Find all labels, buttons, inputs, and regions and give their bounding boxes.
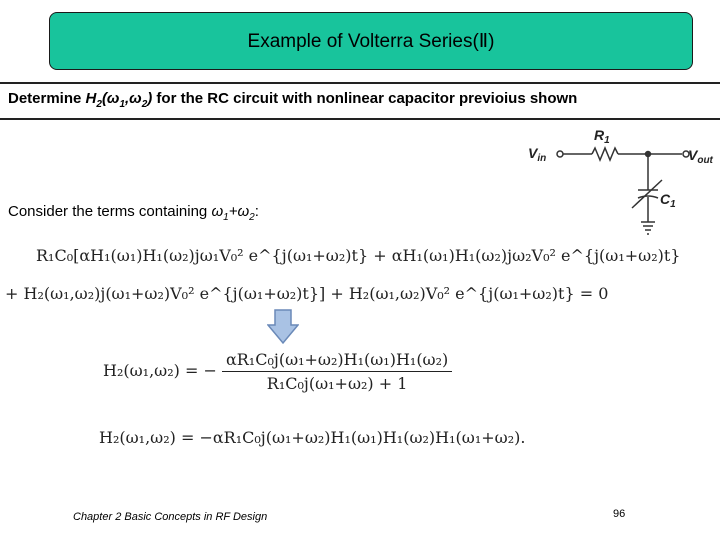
slide-title: Example of Volterra Series(Ⅱ) (247, 30, 495, 52)
consider-statement: Consider the terms containing $\omega_1+\omega_2$: (8, 203, 259, 223)
equation-2: H₂(ω₁,ω₂) = − $\frac{\text{αR₁C₀j(ω₁+ω₂)H₁(ω₁)H₁(ω₂)}}{\text{R₁C₀j(ω₁+ω₂) + 1}}$ (103, 350, 452, 393)
equation-2-denominator: R₁C₀j(ω₁+ω₂) + 1 (266, 374, 408, 393)
equation-1-line-1: R₁C₀[αH₁(ω₁)H₁(ω₂)jω₁V₀² e^{j(ω₁+ω₂)t} + αH₁(ω₁)H₁(ω₂)jω₂V₀² e^{j(ω₁+ω₂)t} (36, 246, 681, 265)
h2-symbol: $H_2(\omega_1,\omega_2)$ (85, 90, 153, 110)
equation-2-fraction (222, 350, 452, 393)
svg-text:Vout: $V_{out}$ (688, 147, 713, 166)
footer-chapter: Chapter 2 Basic Concepts in RF Design (73, 511, 268, 523)
vin-terminal (557, 151, 563, 157)
equation-3: H₂(ω₁,ω₂) = −αR₁C₀j(ω₁+ω₂)H₁(ω₁)H₁(ω₂)H₁(ω₁+ω₂). (99, 428, 526, 447)
ground-icon (641, 222, 655, 234)
top-rule (0, 82, 720, 84)
equation-1-line-2: + H₂(ω₁,ω₂)j(ω₁+ω₂)V₀² e^{j(ω₁+ω₂)t}] + H₂(ω₁,ω₂)V₀² e^{j(ω₁+ω₂)t} = 0 (5, 284, 609, 303)
resistor-r1 (592, 148, 618, 160)
omega-sum-symbol: $\omega_1+\omega_2$ (211, 203, 255, 223)
rc-circuit-diagram (520, 120, 720, 250)
svg-text:R1: $R_1$ (594, 127, 610, 146)
svg-text:C1: $C_1$ (660, 191, 676, 210)
svg-text:Vin: $V_{in}$ (528, 145, 547, 164)
slide-title-banner (49, 12, 693, 70)
problem-statement: Determine $H_2(\omega_1,\omega_2)$ for the RC circuit with nonlinear capacitor previoius shown (8, 90, 578, 110)
page-number: 96 (613, 508, 626, 520)
equation-2-numerator: αR₁C₀j(ω₁+ω₂)H₁(ω₁)H₁(ω₂) (222, 350, 452, 372)
down-arrow-icon (267, 309, 299, 345)
